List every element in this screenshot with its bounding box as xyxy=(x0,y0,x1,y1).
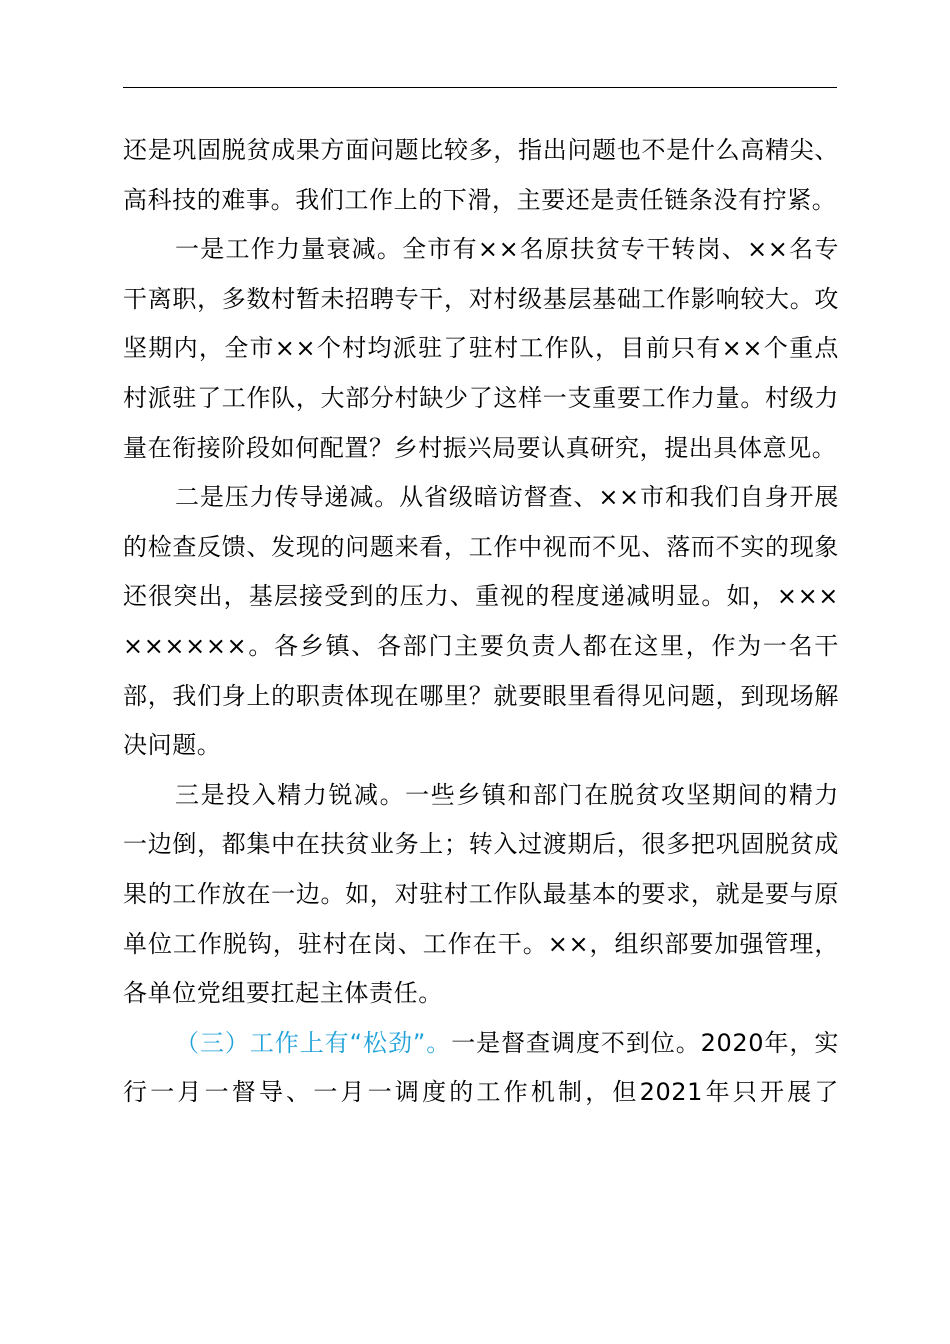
header-rule xyxy=(123,87,837,88)
document-body xyxy=(123,126,839,1118)
paragraph-point-one: 一是工作力量衰减。全市有××名原扶贫专干转岗、××名专干离职，多数村暂未招聘专干，对村级基层基础工作影响较大。攻坚期内，全市××个村均派驻了驻村工作队，目前只有××个重点村派驻了工作队，大部分村缺少了这样一支重要工作力量。村级力量在衔接阶段如何配置？乡村振兴局要认真研究，提出具体意见。 xyxy=(123,235,839,462)
paragraph-section-three xyxy=(123,1019,839,1118)
section-text: 一是督查调度不到位。2020年，实行一月一督导、一月一调度的工作机制，但2021年只开展了 xyxy=(123,1028,839,1107)
paragraph-point-two: 二是压力传导递减。从省级暗访督查、××市和我们自身开展的检查反馈、发现的问题来看，工作中视而不见、落而不实的现象还很突出，基层接受到的压力、重视的程度递减明显。如，×××××××××。各乡镇、各部门主要负责人都在这里，作为一名干部，我们身上的职责体现在哪里？就要眼里看得见问题，到现场解决问题。 xyxy=(123,483,839,760)
paragraph-point-three: 三是投入精力锐减。一些乡镇和部门在脱贫攻坚期间的精力一边倒，都集中在扶贫业务上；转入过渡期后，很多把巩固脱贫成果的工作放在一边。如，对驻村工作队最基本的要求，就是要与原单位工作脱钩，驻村在岗、工作在干。××，组织部要加强管理，各单位党组要扛起主体责任。 xyxy=(123,780,839,1008)
section-heading: （三）工作上有“松劲”。 xyxy=(175,1028,452,1057)
paragraph-continuation: 还是巩固脱贫成果方面问题比较多，指出问题也不是什么高精尖、高科技的难事。我们工作上的下滑，主要还是责任链条没有拧紧。 xyxy=(123,136,839,214)
